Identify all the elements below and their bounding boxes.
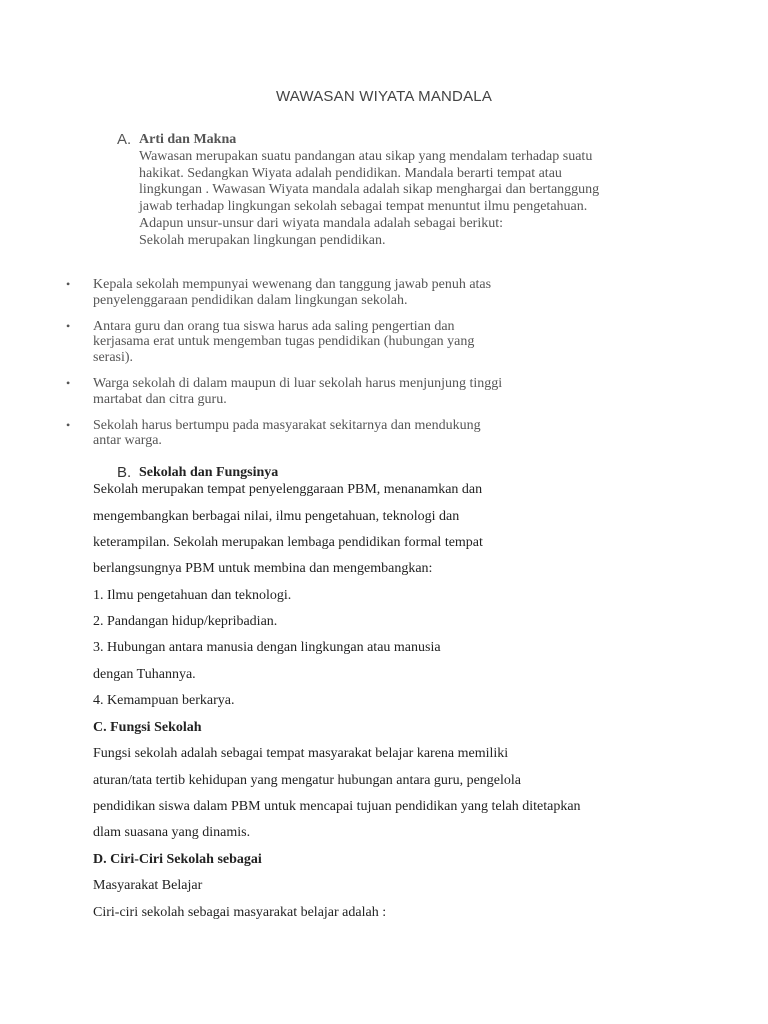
paragraph-line: berlangsungnya PBM untuk membina dan mengembangkan: [93,561,433,576]
list-item-line: serasi). [93,350,134,366]
paragraph-line: Wawasan merupakan suatu pandangan atau sikap yang mendalam terhadap suatu [139,149,593,164]
paragraph-line: Ciri-ciri sekolah sebagai masyarakat belajar adalah : [93,905,387,920]
paragraph-line: Sekolah merupakan lingkungan pendidikan. [139,232,386,248]
bullet-marker: • [66,277,71,291]
list-item-line: martabat dan citra guru. [93,391,227,407]
list-item-line: Sekolah harus bertumpu pada masyarakat sekitarnya dan mendukung [93,417,481,433]
list-item [64,418,584,450]
list-item-line: penyelenggaraan pendidikan dalam lingkungan sekolah. [93,292,408,308]
bullet-list [64,277,584,449]
paragraph-line: Fungsi sekolah adalah sebagai tempat masyarakat belajar karena memiliki [93,746,509,761]
list-item: 4. Kemampuan berkarya. [93,693,235,708]
section-a-letter: A. [117,131,132,148]
list-item: 2. Pandangan hidup/kepribadian. [93,614,278,629]
section-b-heading: Sekolah dan Fungsinya [139,465,279,480]
document-title: WAWASAN WIYATA MANDALA [275,88,493,105]
list-item-line: Antara guru dan orang tua siswa harus ada saling pengertian dan [93,318,455,334]
list-item [64,319,584,366]
list-item [64,376,584,408]
paragraph-line: mengembangkan berbagai nilai, ilmu pengetahuan, teknologi dan [93,509,460,524]
paragraph-line: pendidikan siswa dalam PBM untuk mencapai tujuan pendidikan yang telah ditetapkan [93,799,581,814]
paragraph-line: Adapun unsur-unsur dari wiyata mandala adalah sebagai berikut: [139,215,503,231]
paragraph-line: aturan/tata tertib kehidupan yang mengatur hubungan antara guru, pengelola [93,773,522,788]
bullet-marker: • [66,417,71,432]
paragraph-line: Sekolah merupakan tempat penyelenggaraan PBM, menanamkan dan [93,482,483,497]
paragraph-line: lingkungan . Wawasan Wiyata mandala adalah sikap menghargai dan bertanggung [139,182,600,198]
paragraph-line: Masyarakat Belajar [93,878,203,893]
section-c-heading: C. Fungsi Sekolah [93,720,202,735]
paragraph-line: dlam suasana yang dinamis. [93,825,251,840]
list-item-line: Warga sekolah di dalam maupun di luar sekolah harus menjunjung tinggi [93,375,503,391]
list-item-line: Kepala sekolah mempunyai wewenang dan tanggung jawab penuh atas [93,277,492,292]
list-item: 1. Ilmu pengetahuan dan teknologi. [93,588,292,603]
section-b-letter: B. [117,464,132,481]
list-item-line: antar warga. [93,433,162,449]
paragraph-line: jawab terhadap lingkungan sekolah sebagai tempat menuntut ilmu pengetahuan. [139,199,588,215]
list-item-continuation: dengan Tuhannya. [93,667,196,682]
list-item: 3. Hubungan antara manusia dengan lingkungan atau manusia [93,640,441,655]
paragraph-line: keterampilan. Sekolah merupakan lembaga pendidikan formal tempat [93,535,483,550]
bullet-marker: • [66,318,71,333]
list-item-line: kerjasama erat untuk mengemban tugas pendidikan (hubungan yang [93,334,475,350]
section-a-heading: Arti dan Makna [139,132,237,147]
section-a-body [139,149,679,249]
section-d-heading: D. Ciri-Ciri Sekolah sebagai [93,852,262,867]
list-item [64,277,584,309]
bullet-marker: • [66,375,71,390]
paragraph-line: hakikat. Sedangkan Wiyata adalah pendidikan. Mandala berarti tempat atau [139,165,562,181]
